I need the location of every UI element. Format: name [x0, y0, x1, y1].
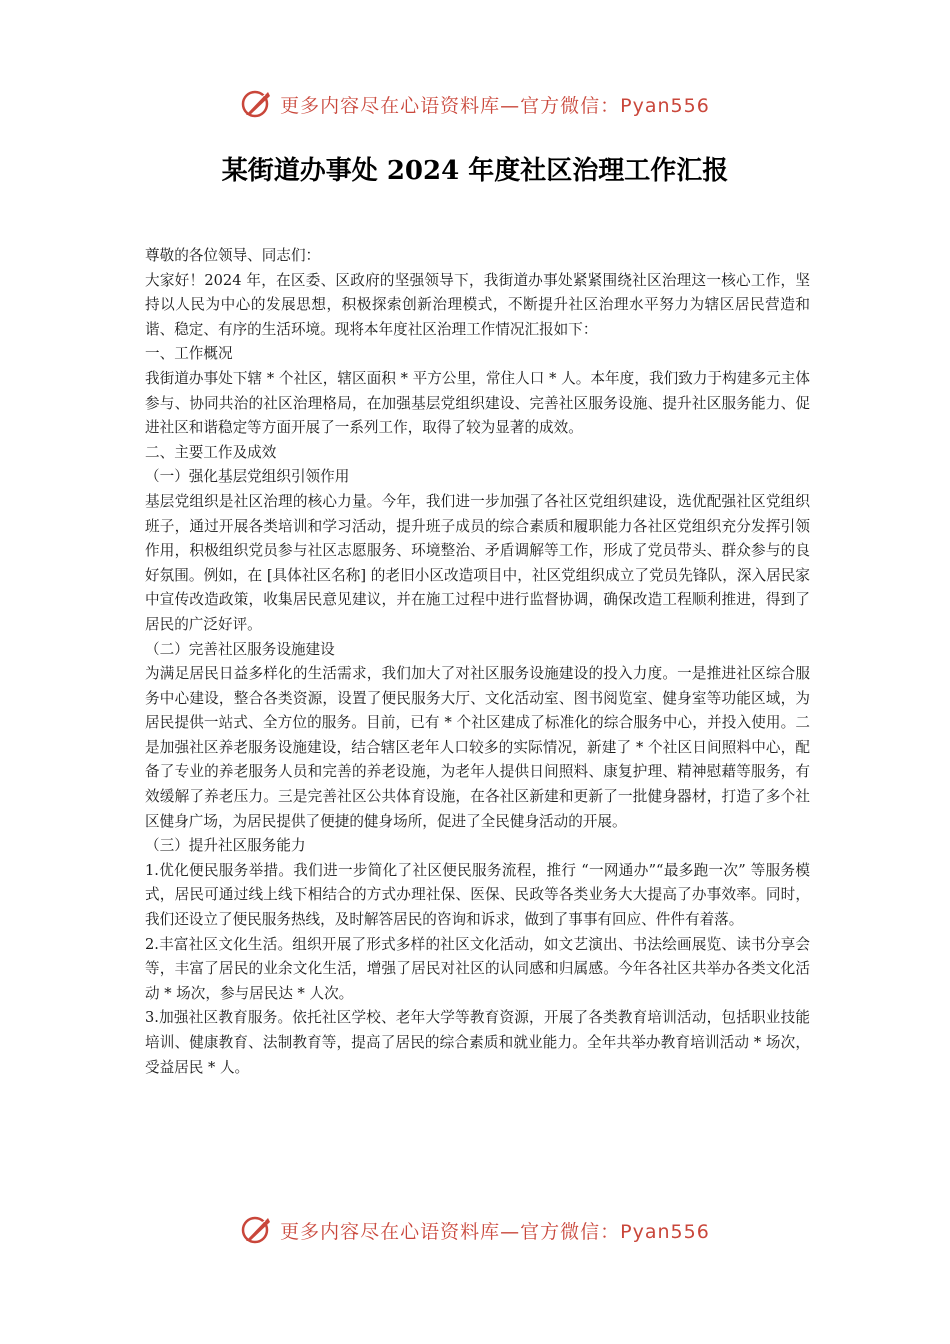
document-body — [145, 244, 810, 1080]
salutation: 尊敬的各位领导、同志们： — [145, 247, 321, 264]
subheading-service-capacity: （三）提升社区服务能力 — [145, 837, 306, 855]
footer-watermark-banner — [0, 1210, 950, 1250]
watermark-text: 更多内容尽在心语资料库—官方微信：Pyan556 — [280, 1220, 710, 1243]
intro-paragraph: 大家好！2024 年，在区委、区政府的坚强领导下，我街道办事处紧紧围绕社区治理这一核心工作，坚持以人民为中心的发展思想，积极探索创新治理模式，不断提升社区治理水平努力为辖区居民营造和谐、稳定、有序的生活环境。现将本年度社区治理工作情况汇报如下： — [145, 271, 810, 338]
document-title: 某街道办事处 2024 年度社区治理工作汇报 — [221, 156, 729, 186]
subheading-service-facilities: （二）完善社区服务设施建设 — [145, 640, 335, 658]
service-facilities-paragraph: 为满足居民日益多样化的生活需求，我们加大了对社区服务设施建设的投入力度。一是推进社区综合服务中心建设，整合各类资源，设置了便民服务大厅、文化活动室、图书阅览室、健身室等功能区域，为居民提供一站式、全方位的服务。目前，已有 * 个社区建成了标准化的综合服务中心，并投入使用。二是加强社区养老服务设施建设，结合辖区老年人口较多的实际情况，新建了 * 个社区日间照料中心，配备了专业的养老服务人员和完善的养老设施，为老年人提供日间照料、康复护理、精神慰藉等服务，有效缓解了养老压力。三是完善社区公共体育设施，在各社区新建和更新了一批健身器材，打造了多个社区健身广场，为居民提供了便捷的健身场所，促进了全民健身活动的开展。 — [145, 665, 810, 830]
service-item-3: 3.加强社区教育服务。依托社区学校、老年大学等教育资源，开展了各类教育培训活动，包括职业技能培训、健康教育、法制教育等，提高了居民的综合素质和就业能力。全年共举办教育培训活动 * 场次，受益居民 * 人。 — [145, 1009, 810, 1076]
subheading-party-leadership: （一）强化基层党组织引领作用 — [145, 468, 350, 486]
overview-paragraph: 我街道办事处下辖 * 个社区，辖区面积 * 平方公里，常住人口 * 人。本年度，我们致力于构建多元主体参与、协同共治的社区治理格局，在加强基层党组织建设、完善社区服务设施、提升社区服务能力、促进社区和谐稳定等方面开展了一系列工作，取得了较为显著的成效。 — [145, 369, 810, 437]
party-leadership-paragraph: 基层党组织是社区治理的核心力量。今年，我们进一步加强了各社区党组织建设，选优配强社区党组织班子，通过开展各类培训和学习活动，提升班子成员的综合素质和履职能力各社区党组织充分发挥引领作用，积极组织党员参与社区志愿服务、环境整治、矛盾调解等工作，形成了党员带头、群众参与的良好氛围。例如，在 [具体社区名称] 的老旧小区改造项目中，社区党组织成立了党员先锋队，深入居民家中宣传改造政策，收集居民意见建议，并在施工过程中进行监督协调，确保改造工程顺利推进，得到了居民的广泛好评。 — [145, 492, 810, 633]
section-heading-overview: 一、工作概况 — [145, 345, 233, 363]
watermark-text: 更多内容尽在心语资料库—官方微信：Pyan556 — [280, 94, 710, 117]
quill-logo-icon — [240, 1213, 274, 1247]
section-heading-main-work: 二、主要工作及成效 — [145, 443, 277, 461]
quill-logo-icon — [240, 87, 274, 121]
header-watermark-banner — [0, 84, 950, 124]
service-item-2: 2.丰富社区文化生活。组织开展了形式多样的社区文化活动，如文艺演出、书法绘画展览、读书分享会等，丰富了居民的业余文化生活，增强了居民对社区的认同感和归属感。今年各社区共举办各类文化活动 * 场次，参与居民达 * 人次。 — [145, 935, 810, 1002]
service-item-1: 1.优化便民服务举措。我们进一步简化了社区便民服务流程，推行 “一网通办”“最多跑一次” 等服务模式，居民可通过线上线下相结合的方式办理社保、医保、民政等各类业务大大提高了办事效率。同时，我们还设立了便民服务热线，及时解答居民的咨询和诉求，做到了事事有回应、件件有着落。 — [145, 861, 810, 929]
